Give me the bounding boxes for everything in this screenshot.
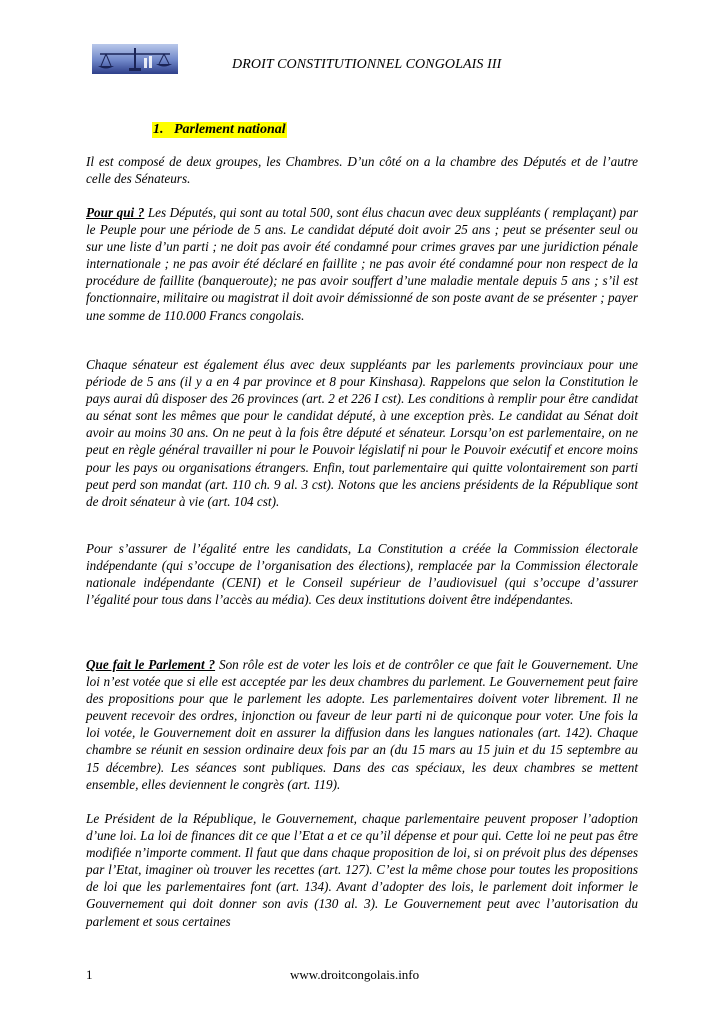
paragraph-intro: Il est composé de deux groupes, les Chambres. D’un côté on a la chambre des Députés et de l’autre celle des Sénateurs. (86, 154, 638, 187)
page-number: 1 (86, 967, 93, 982)
paragraph-president: Le Président de la République, le Gouvernement, chaque parlementaire peuvent proposer l’adoption d’une loi. La loi de finances dit ce que l’Etat a et ce qu’il dépense et pour qui. Cette loi ne peut pas être modifiée n’importe comment. Il faut que dans chaque proposition de loi, si on prévoit plus des dépenses par l’Etat, imaginer où trouver les recettes (art. 127). C’est la même chose pour toutes les propositions de loi que les parlementaires font (art. 134). Avant d’adopter des lois, le parlement doit informer le Gouvernement qui doit donner son avis (130 al. 3). Le Gouvernement peut avec l’autorisation du parlement et sous certaines (86, 811, 638, 929)
paragraph-senateurs: Chaque sénateur est également élus avec deux suppléants par les parlements provinciaux pour une période de 5 ans (il y a en 4 par province et 8 pour Kinshasa). Rappelons que selon la Constitution le pays aurai dû disposer des 26 provinces (art. 2 et 226 I cst). Les conditions à remplir pour être candidat au sénat sont les mêmes que pour le candidat député, à une exception près. Le candidat au Sénat doit avoir au moins 30 ans. On ne peut à la fois être député et sénateur. Lorsqu’on est parlementaire, on ne peut en règle général travailler ni pour le Pouvoir législatif ni pour le Pouvoir exécutif et encore moins pour les pays ou organisations étrangers. Enfin, tout parlementaire qui quitte volontairement son parti peut perd son mandat (art. 110 ch. 9 al. 3 cst). Notons que les anciens présidents de la République sont de droit sénateur à vie (art. 104 cst). (86, 357, 638, 509)
section-title: Parlement national (174, 122, 286, 137)
balance-scale-icon (92, 44, 178, 74)
paragraph-body-que-fait: Son rôle est de voter les lois et de contrôler ce que fait le Gouvernement. Une loi n’est votée que si elle est acceptée par les deux chambres du parlement. Le Gouvernement peut faire des propositions pour que le parlement les adopte. Les parlementaires doivent voter librement. Il ne peuvent recevoir des ordres, injonction ou faveur de leur parti ni de quiconque pour voter. Une fois la loi votée, le Gouvernement doit en assurer la diffusion dans les langues nationales (art. 142). Chaque chambre se réunit en session ordinaire deux fois par an (du 15 mars au 15 juin et du 15 septembre au 15 décembre). Les séances sont publiques. Dans des cas spéciaux, les deux chambres se mettent ensemble, elles deviennent le congrès (art. 119). (86, 657, 638, 792)
paragraph-commission: Pour s’assurer de l’égalité entre les candidats, La Constitution a créée la Commission électorale indépendante (qui s’occupe de l’organisation des élections), remplacée par la Commission électorale nationale indépendante (CENI) et le Conseil supérieur de l’audiovisuel (qui s’occupe d’assurer l’égalité pour tous dans l’accès au média). Ces deux institutions doivent être indépendantes. (86, 541, 638, 608)
paragraph-lead-pour-qui: Pour qui ? (86, 205, 145, 220)
paragraph-pour-qui (86, 204, 638, 324)
paragraph-que-fait (86, 656, 638, 793)
paragraph-lead-que-fait: Que fait le Parlement ? (86, 657, 216, 672)
header-title: DROIT CONSTITUTIONNEL CONGOLAIS III (232, 57, 502, 72)
footer-website: www.droitcongolais.info (290, 967, 420, 982)
paragraph-body-pour-qui: Les Députés, qui sont au total 500, sont élus chacun avec deux suppléants ( remplaçant) par le Peuple pour une période de 5 ans. Le candidat député doit avoir 25 ans ; peut se présenter seul ou sur une liste d’un parti ; ne doit pas avoir été condamné pour crimes graves par une juridiction pénale internationale ; ne pas avoir été déclaré en faillite ; ne pas avoir été condamné pour non respect de la procédure de faillite (banqueroute); ne pas avoir souffert d’une maladie mentale depuis 5 ans ; s’il est fonctionnaire, militaire ou magistrat il doit avoir démissionné de son poste avant de se présenter ; payer une somme de 110.000 Francs congolais. (86, 205, 638, 323)
section-heading (152, 122, 287, 138)
section-number: 1. (153, 122, 164, 137)
